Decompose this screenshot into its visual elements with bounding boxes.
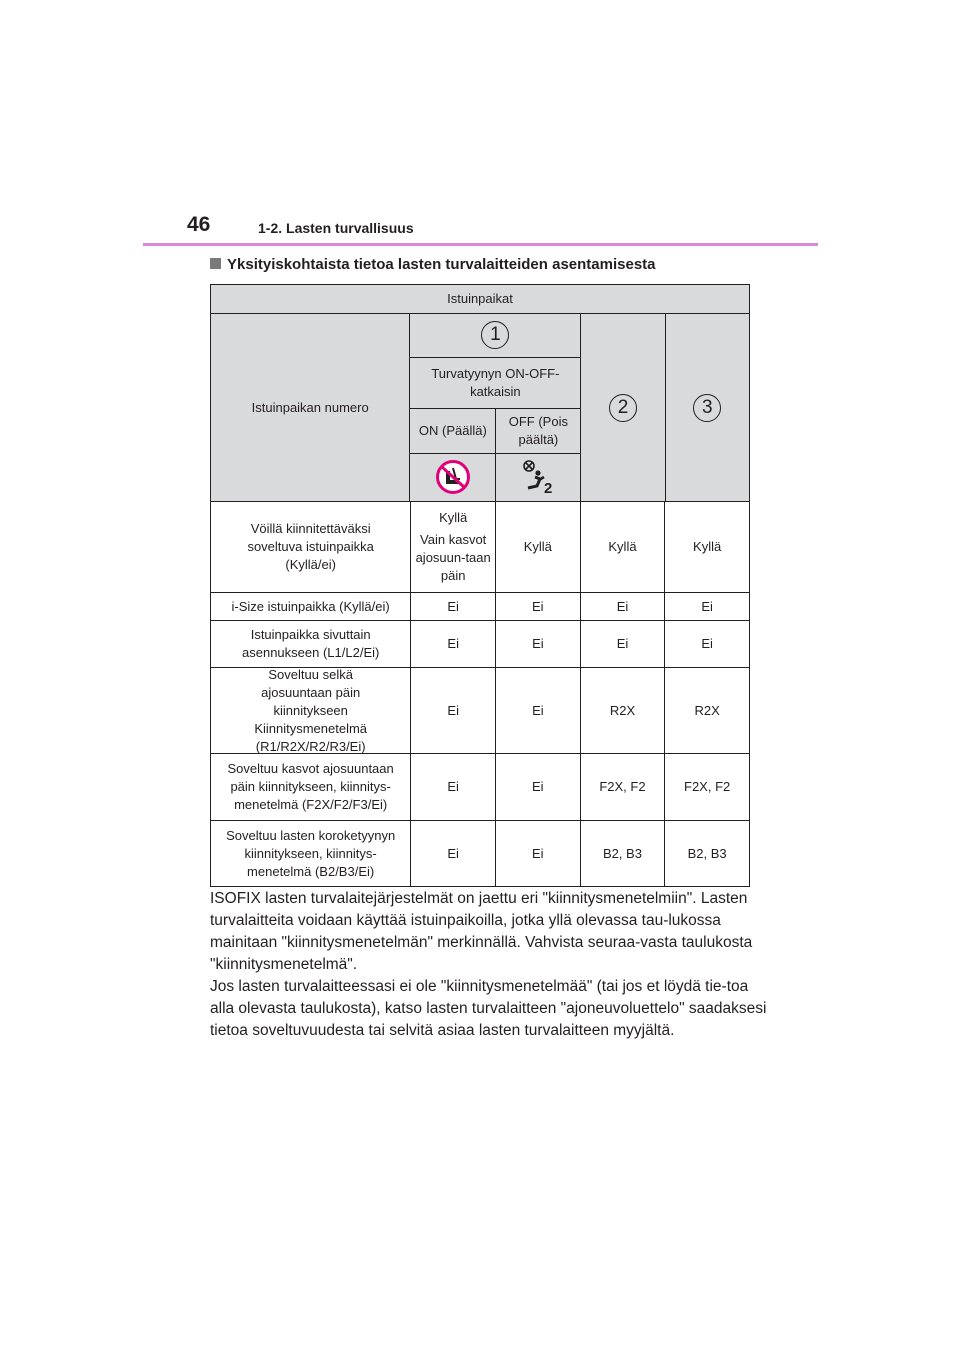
airbag-switch-label: Turvatyynyn ON-OFF-katkaisin [410, 357, 580, 408]
on-label: ON (Päällä) [418, 422, 487, 438]
off-label: OFF (Pois päältä) [495, 409, 580, 453]
header-rule [143, 243, 818, 246]
svg-text:2: 2 [544, 480, 553, 497]
seat-table [210, 284, 750, 887]
table-header-row [211, 313, 749, 501]
seat-number-header: Istuinpaikan numero [251, 399, 369, 415]
paragraph: Jos lasten turvalaitteessasi ei ole "kiinnitysmenetelmää" (tai jos et löydä tie-toa alla olevasta taulukosta), katso lasten turvalaitteen "ajoneuvoluettelo" saadaksesi tietoa soveltuvuudesta tai selvitä asiaa lasten turvalaitteen myyjältä. [210, 978, 767, 1039]
seat-1-header [409, 314, 580, 501]
airbag-off-passenger-icon [495, 454, 580, 501]
seat-number-1: 1 [481, 321, 509, 349]
seat-3-header [665, 314, 749, 501]
table-row: Vöillä kiinnitettäväksi soveltuva istuinpaikka (Kyllä/ei) Kyllä Vain kasvot ajosuun-taan päin Kyllä Kyllä Kyllä [211, 501, 749, 592]
table-row: Soveltuu lasten koroketyynyn kiinnitykseen, kiinnitys-menetelmä (B2/B3/Ei) Ei Ei B2, B3 B2, B3 [211, 820, 749, 886]
table-title-row [211, 285, 749, 313]
body-text [210, 888, 770, 1042]
seat-number-2: 2 [609, 394, 637, 422]
table-row: i-Size istuinpaikka (Kyllä/ei) Ei Ei Ei Ei [211, 592, 749, 620]
square-bullet-icon [210, 258, 221, 269]
seat-2-header [580, 314, 664, 501]
page-number: 46 [187, 213, 211, 236]
paragraph: ISOFIX lasten turvalaitejärjestelmät on jaettu eri "kiinnitysmenetelmiin". Lasten turvalaitteita voidaan käyttää istuinpaikoilla, jotka yllä olevassa tau-lukossa mainitaan "kiinnitysmenetelmän" merkinnällä. Vahvista seuraa-vasta taulukosta "kiinnitysmenetelmä". [210, 890, 753, 973]
seat-number-3: 3 [693, 394, 721, 422]
section-title: 1-2. Lasten turvallisuus [258, 220, 414, 236]
rear-facing-seat-prohibited-icon [410, 454, 495, 501]
subsection-heading: Yksityiskohtaista tietoa lasten turvalaitteiden asentamisesta [210, 256, 656, 273]
table-row: Soveltuu kasvot ajosuuntaan päin kiinnitykseen, kiinnitys-menetelmä (F2X/F2/F3/Ei) Ei Ei F2X, F2 F2X, F2 [211, 753, 749, 820]
table-row: Soveltuu selkä ajosuuntaan päin kiinnitykseen Kiinnitysmenetelmä (R1/R2X/R2/R3/Ei) Ei Ei R2X R2X [211, 667, 749, 753]
table-row: Istuinpaikka sivuttain asennukseen (L1/L2/Ei) Ei Ei Ei Ei [211, 620, 749, 667]
table-title: Istuinpaikat [447, 291, 513, 306]
